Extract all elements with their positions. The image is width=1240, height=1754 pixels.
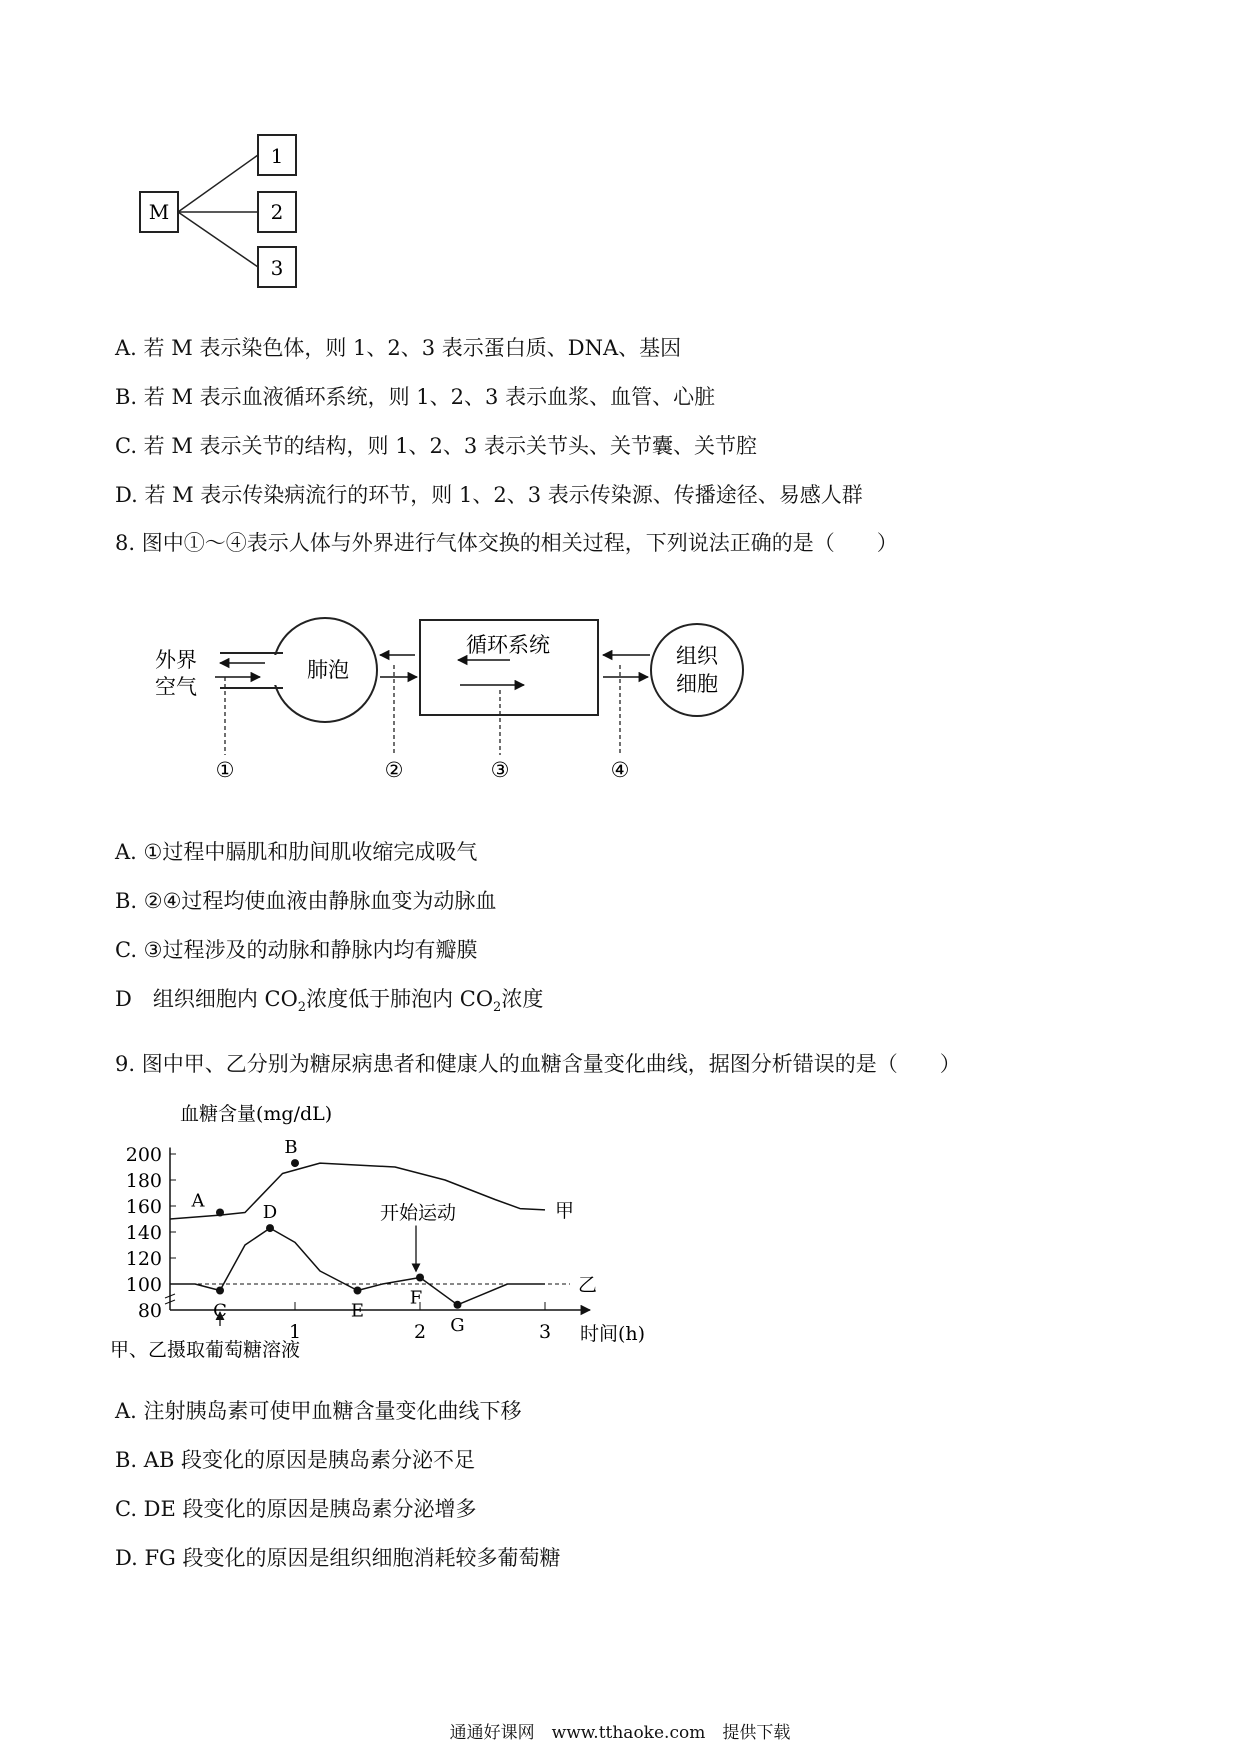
y-tick-label: 200 xyxy=(125,1144,162,1166)
q7-root-label: M xyxy=(148,200,170,224)
data-point xyxy=(354,1287,362,1295)
q9-option-a: A. 注射胰岛素可使甲血糖含量变化曲线下移 xyxy=(115,1399,522,1423)
q8-outside-air-2: 空气 xyxy=(155,675,197,699)
q7-option-b: B. 若 M 表示血液循环系统，则 1、2、3 表示血浆、血管、心脏 xyxy=(115,385,716,409)
y-tick-label: 140 xyxy=(125,1222,162,1244)
x-tick-label: 2 xyxy=(413,1321,427,1343)
series-label: 甲 xyxy=(555,1199,575,1222)
y-tick-label: 180 xyxy=(125,1170,162,1192)
q8-outside-air-1: 外界 xyxy=(155,648,197,672)
q8-tissue-label-2: 细胞 xyxy=(676,672,718,696)
series-label: 乙 xyxy=(578,1274,598,1296)
x-axis-label: 时间(h) xyxy=(580,1323,646,1345)
q8-marker-4: ④ xyxy=(610,758,630,782)
q7-child-2: 2 xyxy=(270,200,284,224)
point-label: F xyxy=(409,1287,423,1309)
q8-marker-1: ① xyxy=(215,758,235,782)
q8-diagram xyxy=(140,605,770,795)
q7-option-d: D. 若 M 表示传染病流行的环节，则 1、2、3 表示传染源、传播途径、易感人群 xyxy=(115,483,863,507)
y-tick-label: 160 xyxy=(125,1196,162,1218)
q7-child-3: 3 xyxy=(270,256,284,280)
q8-option-b: B. ②④过程均使血液由静脉血变为动脉血 xyxy=(115,889,497,913)
y-tick-label: 120 xyxy=(125,1248,162,1270)
point-label: D xyxy=(262,1202,278,1224)
y-axis-label: 血糖含量(mg/dL) xyxy=(180,1103,333,1125)
q9-chart xyxy=(110,1100,690,1360)
point-label: B xyxy=(284,1137,298,1159)
x-tick-label: 3 xyxy=(538,1321,552,1343)
q8-circulation-label: 循环系统 xyxy=(466,633,550,657)
q9-option-b: B. AB 段变化的原因是胰岛素分泌不足 xyxy=(115,1448,476,1472)
point-label: E xyxy=(350,1300,365,1322)
q8-option-a: A. ①过程中膈肌和肋间肌收缩完成吸气 xyxy=(115,840,478,864)
intake-annotation: 甲、乙摄取葡萄糖溶液 xyxy=(110,1339,301,1360)
q7-option-c: C. 若 M 表示关节的结构，则 1、2、3 表示关节头、关节囊、关节腔 xyxy=(115,434,757,458)
page-footer: 通通好课网 www.tthaoke.com 提供下载 xyxy=(449,1723,791,1743)
x-tick-label: 1 xyxy=(288,1321,302,1343)
q7-option-a: A. 若 M 表示染色体，则 1、2、3 表示蛋白质、DNA、基因 xyxy=(115,336,682,360)
q7-child-1: 1 xyxy=(270,144,284,168)
y-tick-label: 80 xyxy=(137,1300,162,1322)
data-point xyxy=(291,1159,299,1167)
q8-option-c: C. ③过程涉及的动脉和静脉内均有瓣膜 xyxy=(115,938,478,962)
data-point xyxy=(266,1224,274,1232)
point-label: A xyxy=(191,1190,205,1212)
q8-marker-2: ② xyxy=(384,758,404,782)
data-point xyxy=(416,1274,424,1282)
data-point xyxy=(454,1301,462,1309)
q8-alveolus-label: 肺泡 xyxy=(307,658,349,682)
q9-stem: 9. 图中甲、乙分别为糖尿病患者和健康人的血糖含量变化曲线，据图分析错误的是（ ） xyxy=(115,1052,961,1076)
point-label: C xyxy=(213,1300,227,1322)
data-point xyxy=(216,1287,224,1295)
series-line-1 xyxy=(170,1163,545,1219)
q7-diagram xyxy=(130,125,310,300)
q8-marker-3: ③ xyxy=(490,758,510,782)
point-label: G xyxy=(450,1314,465,1336)
q8-stem: 8. 图中①～④表示人体与外界进行气体交换的相关过程，下列说法正确的是（ ） xyxy=(115,531,898,555)
q9-option-d: D. FG 段变化的原因是组织细胞消耗较多葡萄糖 xyxy=(115,1546,561,1570)
q8-tissue-label-1: 组织 xyxy=(676,644,718,668)
data-point xyxy=(216,1209,224,1217)
q8-option-d: D 组织细胞内 $CO_2$浓度低于肺泡内 $CO_2$浓度 xyxy=(115,987,544,1016)
q9-option-c: C. DE 段变化的原因是胰岛素分泌增多 xyxy=(115,1497,477,1521)
exercise-annotation: 开始运动 xyxy=(380,1202,457,1224)
y-tick-label: 100 xyxy=(125,1274,162,1296)
